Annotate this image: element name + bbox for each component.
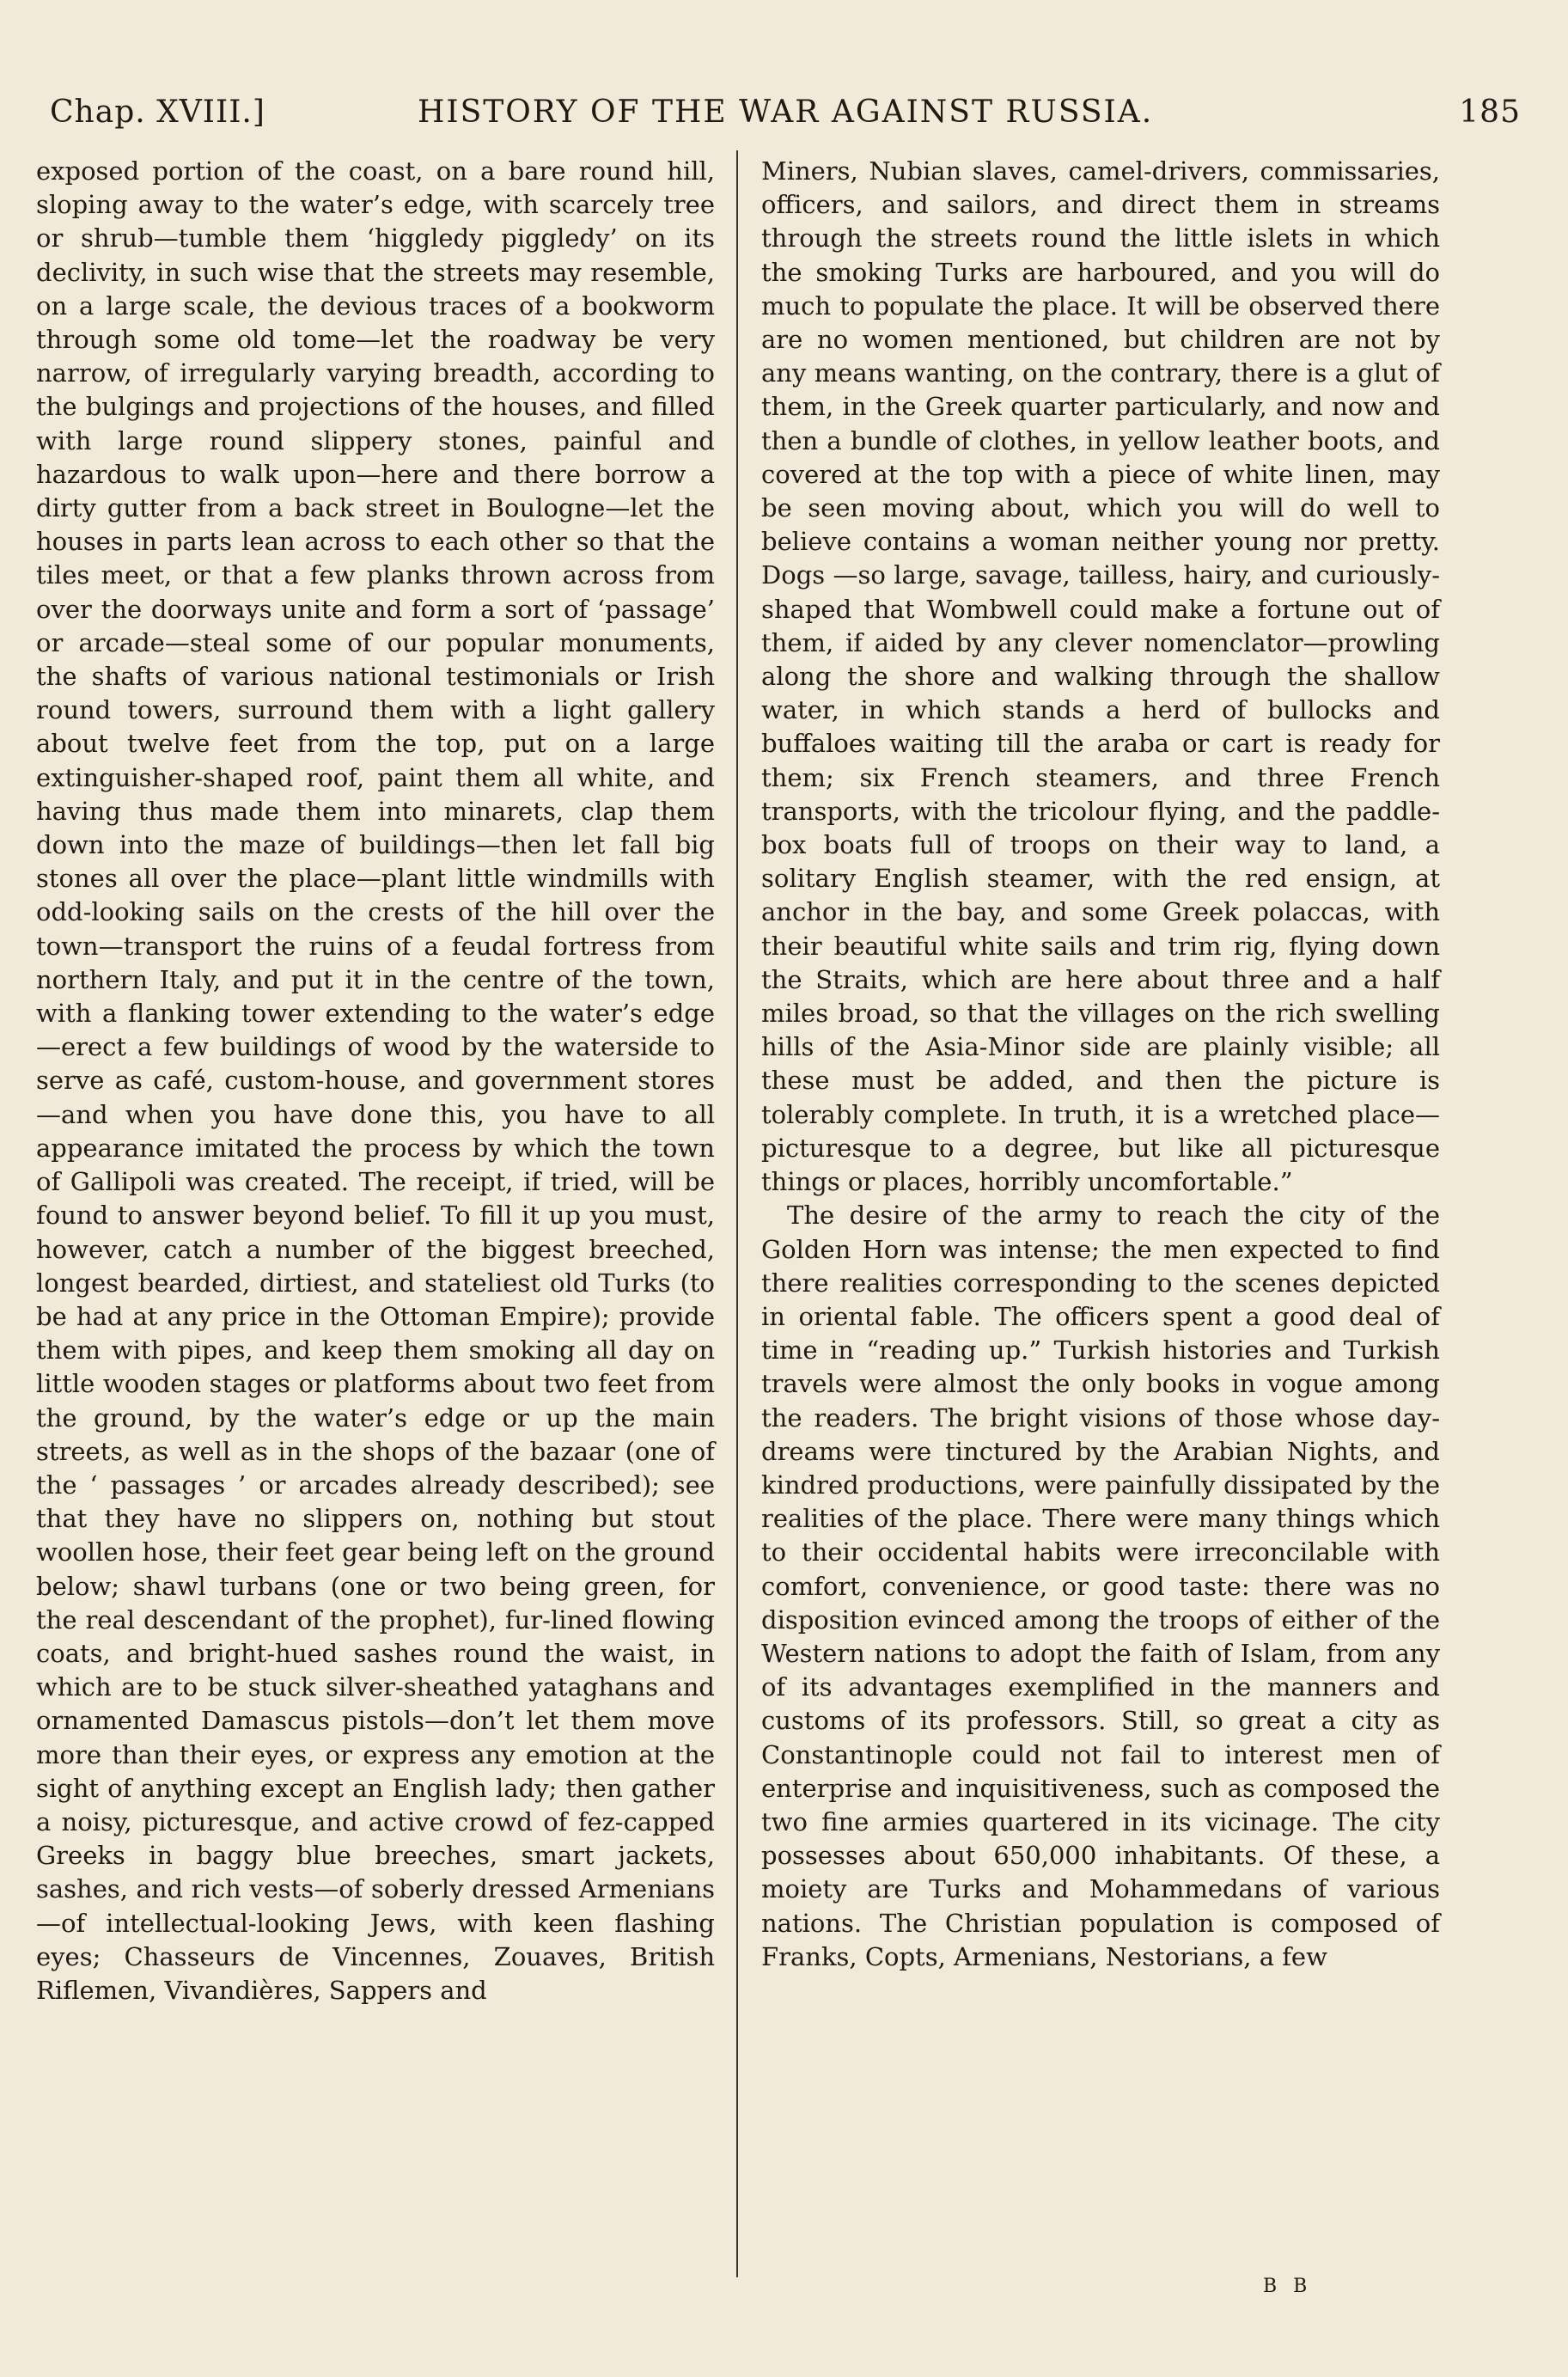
left-column: [36, 155, 715, 2007]
page-number: 185: [1459, 95, 1521, 130]
running-header: [50, 86, 1521, 137]
right-column: [761, 155, 1440, 1974]
chapter-label: Chap. XVIII.]: [50, 95, 265, 130]
right-paragraph-2: The desire of the army to reach the city of the Golden Horn was intense; the men expected to find there realities corresponding to the scenes depicted in oriental fable. The officers spent a good deal of time in “reading up.” Turkish histories and Turkish travels were almost the only books in vogue among the readers. The bright visions of those whose day-dreams were tinctured by the Arabian Nights, and kindred productions, were painfully dissipated by the realities of the place. There were many things which to their occidental habits were irreconcilable with comfort, convenience, or good taste: there was no disposition evinced among the troops of either of the Western nations to adopt the faith of Islam, from any of its advantages exemplified in the manners and customs of its professors. Still, so great a city as Constantinople could not fail to interest men of enterprise and inquisitiveness, such as composed the two fine armies quartered in its vicinage. The city possesses about 650,000 inhabitants. Of these, a moiety are Turks and Mohammedans of various nations. The Christian population is composed of Franks, Copts, Armenians, Nestorians, a few: [761, 1201, 1440, 1971]
right-paragraph-1: Miners, Nubian slaves, camel-drivers, commissaries, officers, and sailors, and direct them in streams through the streets round the little islets in which the smoking Turks are harboured, and you will do much to populate the place. It will be observed there are no women mentioned, but children are not by any means wanting, on the contrary, there is a glut of them, in the Greek quarter particularly, and now and then a bundle of clothes, in yellow leather boots, and covered at the top with a piece of white linen, may be seen moving about, which you will do well to believe contains a woman neither young nor pretty. Dogs —so large, savage, tailless, hairy, and curiously-shaped that Wombwell could make a fortune out of them, if aided by any clever nomenclator—prowling along the shore and walking through the shallow water, in which stands a herd of bullocks and buffaloes waiting till the araba or cart is ready for them; six French steamers, and three French transports, with the tricolour flying, and the paddle-box boats full of troops on their way to land, a solitary English steamer, with the red ensign, at anchor in the bay, and some Greek polaccas, with their beautiful white sails and trim rig, flying down the Straits, which are here about three and a half miles broad, so that the villages on the rich swelling hills of the Asia-Minor side are plainly visible; all these must be added, and then the picture is tolerably complete. In truth, it is a wretched place— picturesque to a degree, but like all picturesque things or places, horribly uncomfortable.”: [761, 156, 1440, 1197]
running-title: HISTORY OF THE WAR AGAINST RUSSIA.: [418, 95, 1154, 130]
left-paragraph: exposed portion of the coast, on a bare round hill, sloping away to the water’s edge, with scarcely tree or shrub—tumble them ‘higgledy piggledy’ on its declivity, in such wise that the streets may resemble, on a large scale, the devious traces of a bookworm through some old tome—let the roadway be very narrow, of irregularly varying breadth, according to the bulgings and projections of the houses, and filled with large round slippery stones, painful and hazardous to walk upon—here and there borrow a dirty gutter from a back street in Boulogne—let the houses in parts lean across to each other so that the tiles meet, or that a few planks thrown across from over the doorways unite and form a sort of ‘passage’ or arcade—steal some of our popular monuments, the shafts of various national testimonials or Irish round towers, surround them with a light gallery about twelve feet from the top, put on a large extinguisher-shaped roof, paint them all white, and having thus made them into minarets, clap them down into the maze of buildings—then let fall big stones all over the place—plant little windmills with odd-looking sails on the crests of the hill over the town—transport the ruins of a feudal fortress from northern Italy, and put it in the centre of the town, with a flanking tower extending to the water’s edge—erect a few buildings of wood by the waterside to serve as café, custom-house, and government stores—and when you have done this, you have to all appearance imitated the process by which the town of Gallipoli was created. The receipt, if tried, will be found to answer beyond belief. To fill it up you must, however, catch a number of the biggest breeched, longest bearded, dirtiest, and stateliest old Turks (to be had at any price in the Ottoman Empire); provide them with pipes, and keep them smoking all day on little wooden stages or platforms about two feet from the ground, by the water’s edge or up the main streets, as well as in the shops of the bazaar (one of the ‘ passages ’ or arcades already described); see that they have no slippers on, nothing but stout woollen hose, their feet gear being left on the ground below; shawl turbans (one or two being green, for the real descendant of the prophet), fur-lined flowing coats, and bright-hued sashes round the waist, in which are to be stuck silver-sheathed yataghans and ornamented Damascus pistols—don’t let them move more than their eyes, or express any emotion at the sight of anything except an English lady; then gather a noisy, picturesque, and active crowd of fez-capped Greeks in baggy blue breeches, smart jackets, sashes, and rich vests—of soberly dressed Armenians —of intellectual-looking Jews, with keen flashing eyes; Chasseurs de Vincennes, Zouaves, British Riflemen, Vivandières, Sappers and: [36, 156, 715, 2005]
signature-mark: B B: [1263, 2276, 1313, 2297]
column-divider: [736, 150, 738, 2277]
